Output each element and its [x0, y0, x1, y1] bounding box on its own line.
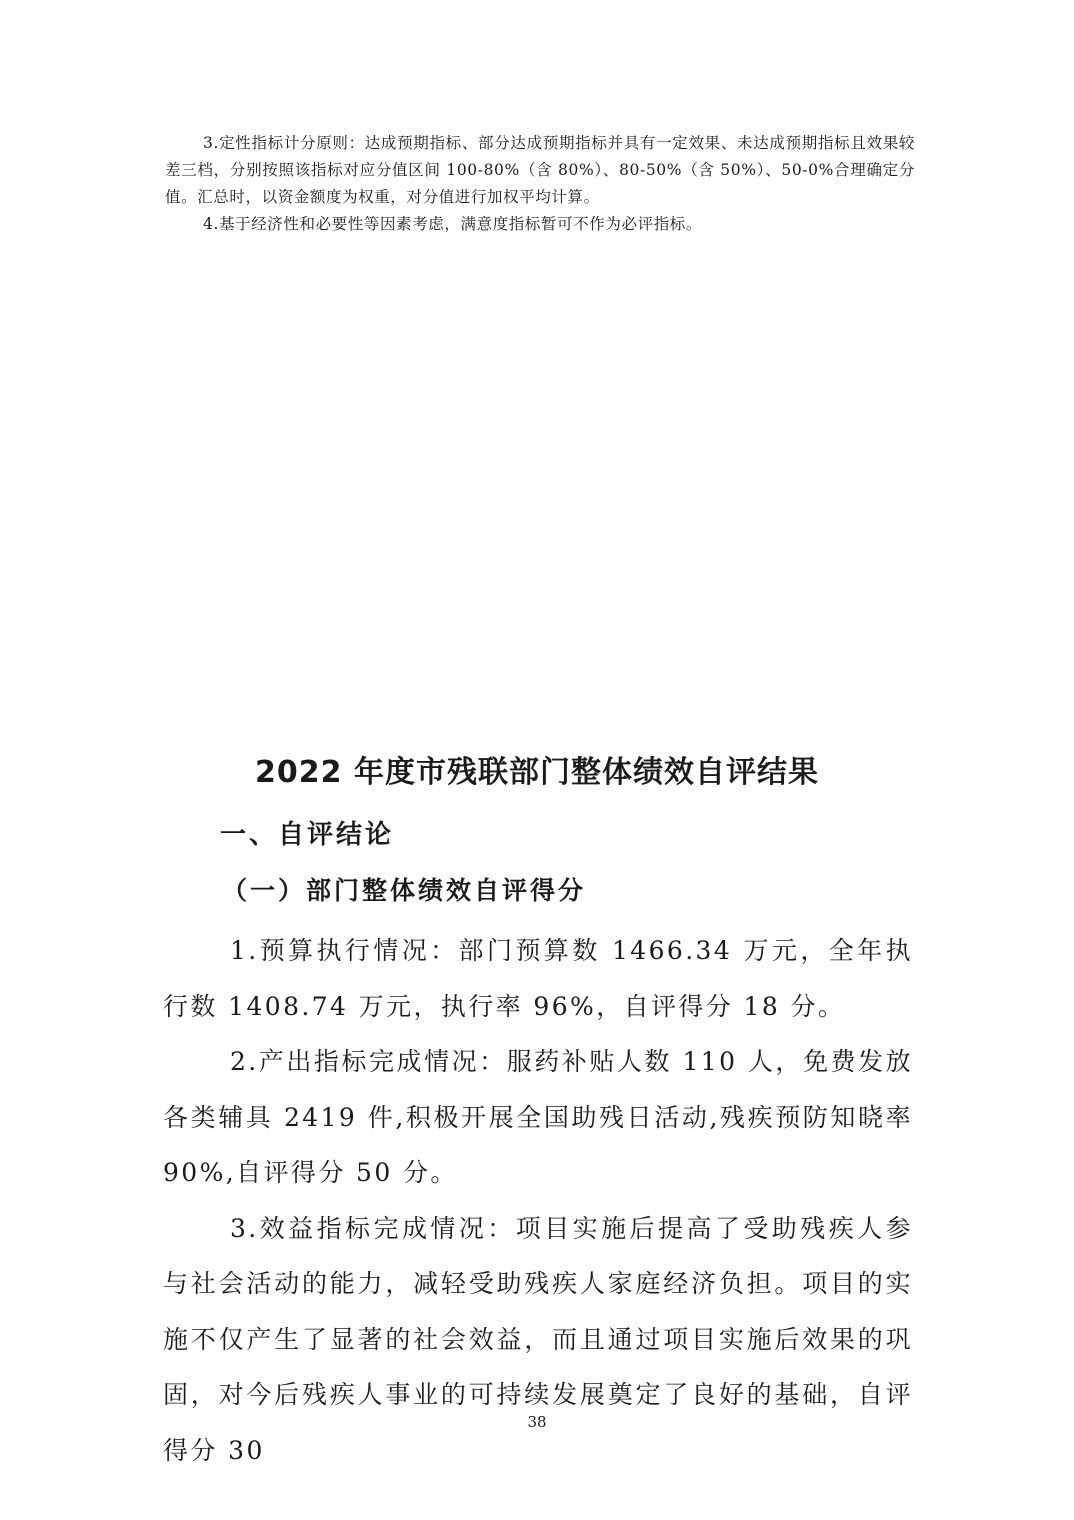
report-title: 2022 年度市残联部门整体绩效自评结果 [255, 755, 819, 790]
section-heading-conclusion: 一、自评结论 [220, 820, 395, 850]
paragraph-output-indicators: 2.产出指标完成情况：服药补贴人数 110 人，免费发放各类辅具 2419 件,积极开展全国助残日活动,残疾预防知晓率 90%,自评得分 50 分。 [163, 1047, 913, 1187]
subsection-heading-score: （一）部门整体绩效自评得分 [222, 876, 587, 905]
page-number: 38 [527, 1413, 547, 1431]
report-body [163, 923, 913, 1478]
scoring-notes [165, 130, 915, 238]
paragraph-budget-execution: 1.预算执行情况：部门预算数 1466.34 万元，全年执行数 1408.74 万元，执行率 96%，自评得分 18 分。 [163, 936, 913, 1021]
paragraph-benefit-indicators: 3.效益指标完成情况：项目实施后提高了受助残疾人参与社会活动的能力，减轻受助残疾人家庭经济负担。项目的实施不仅产生了显著的社会效益，而且通过项目实施后效果的巩固，对今后残疾人事业的可持续发展奠定了良好的基础，自评得分 30 [163, 1213, 913, 1465]
note-satisfaction-indicator: 4.基于经济性和必要性等因素考虑，满意度指标暂可不作为必评指标。 [203, 215, 702, 233]
note-qualitative-scoring: 3.定性指标计分原则：达成预期指标、部分达成预期指标并具有一定效果、未达成预期指标且效果较差三档，分别按照该指标对应分值区间 100-80%（含 80%）、80-50%（含 50%）、50-0%合理确定分值。汇总时，以资金额度为权重，对分值进行加权平均计算。 [165, 134, 915, 206]
